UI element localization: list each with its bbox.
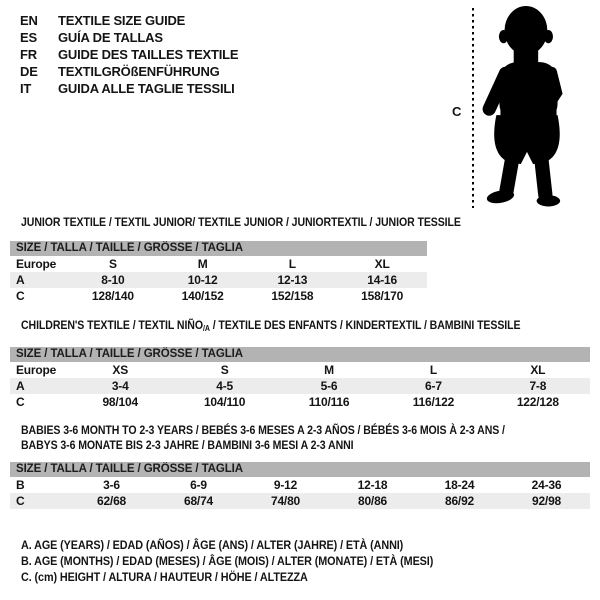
size-cell: M — [197, 257, 208, 271]
language-label: TEXTILE SIZE GUIDE — [58, 13, 186, 28]
size-cell: 6-7 — [425, 379, 442, 393]
height-marker-label: C — [452, 104, 462, 119]
language-code: DE — [20, 64, 38, 79]
size-table-header: SIZE / TALLA / TAILLE / GRÖSSE / TAGLIA — [10, 347, 590, 362]
size-cell: 128/140 — [91, 289, 134, 303]
size-cell: 98/104 — [102, 395, 138, 409]
size-cell: 7-8 — [529, 379, 547, 393]
size-cell: 24-36 — [531, 478, 562, 492]
language-guide-block — [20, 12, 238, 97]
language-code: IT — [20, 81, 32, 96]
size-cell: 4-5 — [216, 379, 233, 393]
language-label: GUIDA ALLE TAGLIE TESSILI — [58, 81, 235, 96]
size-cell: 3-4 — [111, 379, 129, 393]
language-row — [20, 29, 238, 46]
title-text: / TEXTILE DES ENFANTS / KINDERTEXTIL / BAMBINI TESSILE — [209, 318, 521, 332]
size-table-header: SIZE / TALLA / TAILLE / GRÖSSE / TAGLIA — [10, 462, 590, 477]
size-cell: XS — [112, 363, 128, 377]
size-cell: 86/92 — [444, 494, 475, 508]
height-dotted-line — [472, 8, 474, 208]
size-cell: L — [429, 363, 437, 377]
section-title-junior: JUNIOR TEXTILE / TEXTIL JUNIOR/ TEXTILE JUNIOR / JUNIORTEXTIL / JUNIOR TESSILE — [21, 215, 461, 229]
table-row — [10, 378, 590, 394]
size-cell: 62/68 — [96, 494, 127, 508]
size-cell: S — [220, 363, 229, 377]
size-cell: 116/122 — [412, 395, 455, 409]
size-table-header: SIZE / TALLA / TAILLE / GRÖSSE / TAGLIA — [10, 241, 427, 256]
row-label: C — [16, 395, 25, 409]
section-title-babies-line1: BABIES 3-6 MONTH TO 2-3 YEARS / BEBÉS 3-6 MESES A 2-3 AÑOS / BÉBÉS 3-6 MOIS À 2-3 ANS / — [21, 423, 505, 437]
size-cell: 74/80 — [270, 494, 301, 508]
language-code: FR — [20, 47, 37, 62]
row-label: A — [16, 273, 25, 287]
language-code: EN — [20, 13, 38, 28]
size-cell: 6-9 — [190, 478, 207, 492]
row-label: C — [16, 289, 25, 303]
language-label: GUIDE DES TAILLES TEXTILE — [58, 47, 239, 62]
footnote-line: C. (cm) HEIGHT / ALTURA / HAUTEUR / HÖHE / ALTEZZA — [21, 570, 308, 584]
size-cell: 140/152 — [181, 289, 224, 303]
section-title-children — [21, 318, 520, 336]
size-cell: 10-12 — [187, 273, 218, 287]
language-row — [20, 46, 238, 63]
language-row — [20, 12, 238, 29]
size-cell: 92/98 — [531, 494, 562, 508]
size-cell: S — [108, 257, 117, 271]
language-label: GUÍA DE TALLAS — [58, 30, 163, 45]
size-cell: 12-18 — [357, 478, 388, 492]
size-cell: 18-24 — [444, 478, 475, 492]
size-cell: 152/158 — [271, 289, 314, 303]
size-cell: 80/86 — [357, 494, 388, 508]
language-row — [20, 80, 238, 97]
title-subscript: /A — [202, 324, 210, 333]
table-row — [10, 272, 427, 288]
size-cell: L — [288, 257, 296, 271]
size-cell: 5-6 — [320, 379, 338, 393]
size-cell: 9-12 — [273, 478, 298, 492]
size-cell: XL — [374, 257, 390, 271]
size-table-children — [10, 347, 590, 410]
row-label: Europe — [16, 363, 57, 377]
size-cell: 110/116 — [308, 395, 350, 409]
size-cell: 122/128 — [516, 395, 559, 409]
row-label: C — [16, 494, 25, 508]
footnote-line: B. AGE (MONTHS) / EDAD (MESES) / ÂGE (MOIS) / ALTER (MONATE) / ETÀ (MESI) — [21, 554, 434, 568]
table-row — [10, 493, 590, 509]
size-cell: 3-6 — [103, 478, 120, 492]
size-cell: 14-16 — [367, 273, 397, 287]
size-cell: 104/110 — [203, 395, 246, 409]
row-label: B — [16, 478, 25, 492]
size-cell: 158/170 — [361, 289, 404, 303]
size-cell: 68/74 — [183, 494, 214, 508]
language-row — [20, 63, 238, 80]
size-cell: 12-13 — [277, 273, 308, 287]
language-label: TEXTILGRÖßENFÜHRUNG — [58, 64, 220, 79]
table-row — [10, 288, 427, 304]
footnote-line: A. AGE (YEARS) / EDAD (AÑOS) / ÂGE (ANS) / ALTER (JAHRE) / ETÀ (ANNI) — [21, 538, 404, 552]
size-cell: M — [324, 363, 334, 377]
footnotes-block — [21, 537, 479, 585]
size-cell: 8-10 — [101, 273, 125, 287]
row-label: Europe — [16, 257, 57, 271]
row-label: A — [16, 379, 25, 393]
title-text: CHILDREN'S TEXTILE / TEXTIL NIÑO — [21, 318, 203, 332]
table-row — [10, 477, 590, 493]
table-row — [10, 362, 590, 378]
baby-silhouette-icon — [478, 4, 580, 210]
size-table-junior — [10, 241, 427, 304]
table-row — [10, 394, 590, 410]
table-row — [10, 256, 427, 272]
size-table-babies — [10, 462, 590, 509]
section-title-babies-line2: BABYS 3-6 MONATE BIS 2-3 JAHRE / BAMBINI 3-6 MESI A 2-3 ANNI — [21, 438, 354, 452]
size-cell: XL — [530, 363, 546, 377]
language-code: ES — [20, 30, 37, 45]
